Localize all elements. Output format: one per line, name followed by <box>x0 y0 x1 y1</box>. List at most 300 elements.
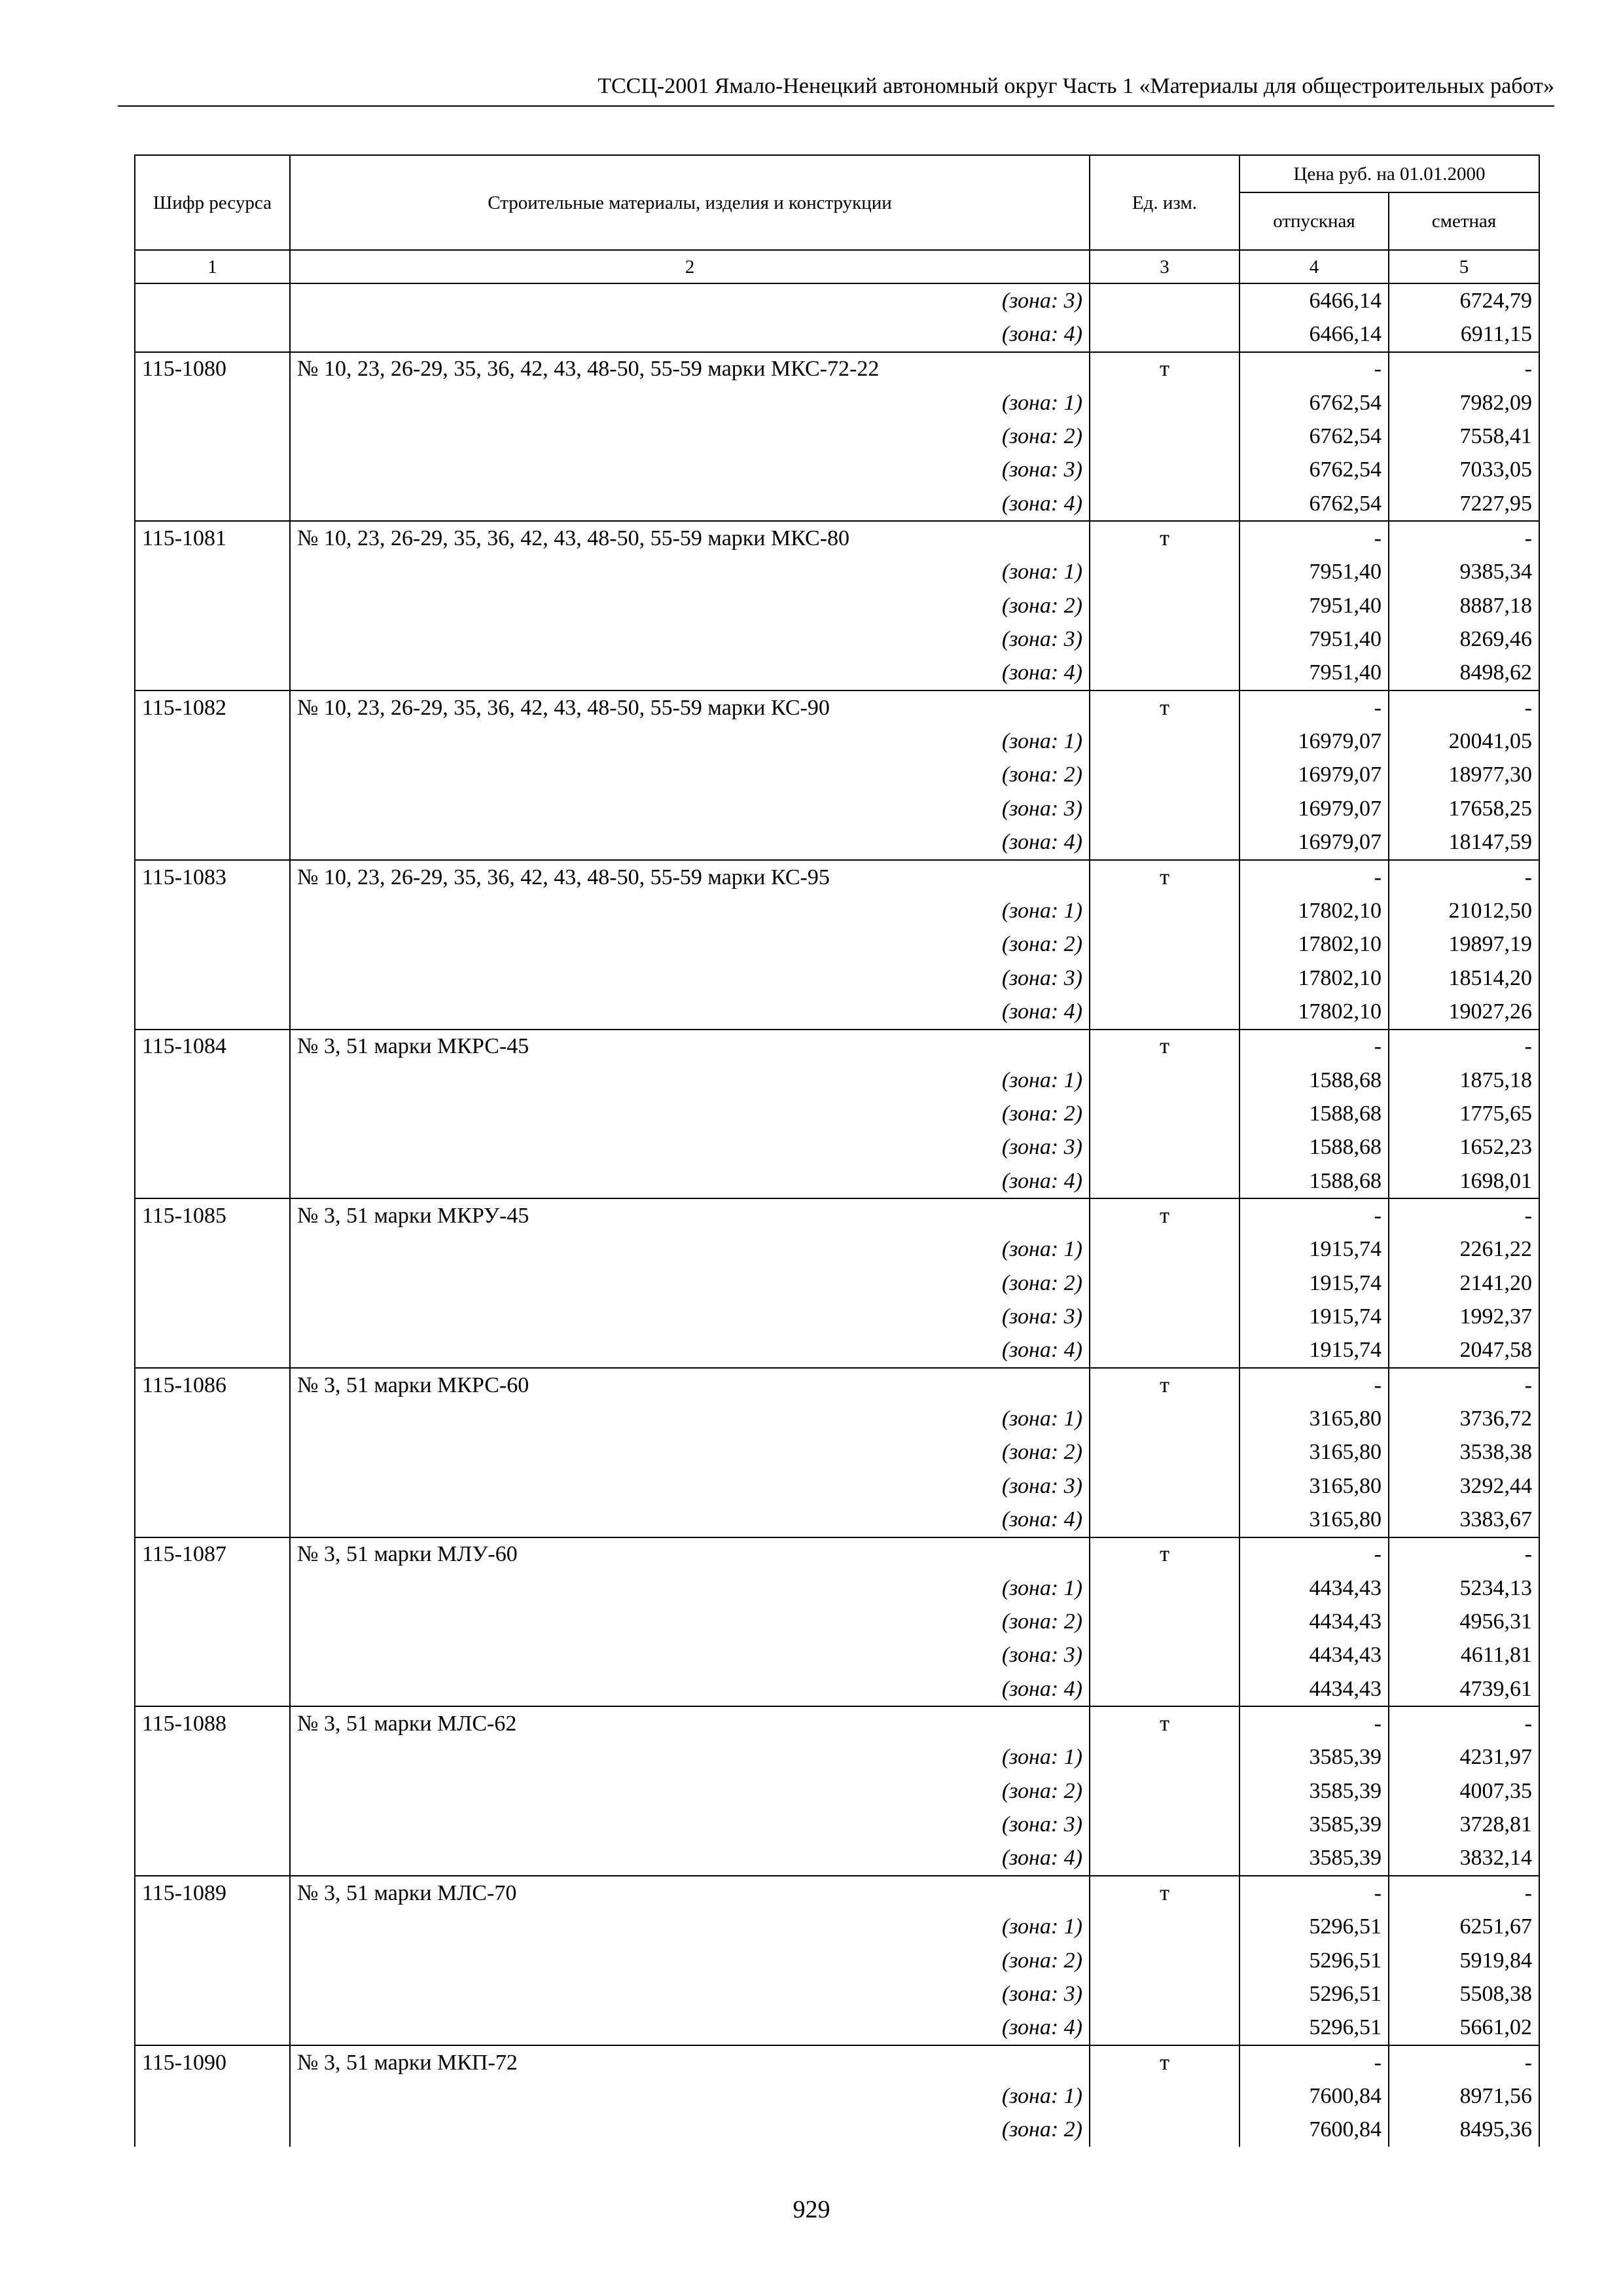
zone-label-cell: (зона: 1) <box>290 1402 1090 1435</box>
release-price-cell: - <box>1240 1876 1389 1910</box>
table-row <box>135 894 1539 927</box>
estimate-price-cell: - <box>1389 352 1539 386</box>
table-row <box>135 792 1539 825</box>
table-row <box>135 454 1539 487</box>
estimate-price-cell: 5234,13 <box>1389 1571 1539 1605</box>
material-name-cell: № 3, 51 марки МЛУ-60 <box>290 1537 1090 1571</box>
resource-code-cell <box>135 1741 290 1774</box>
table-row <box>135 691 1539 725</box>
table-row <box>135 1300 1539 1333</box>
unit-cell <box>1090 1741 1240 1774</box>
estimate-price-cell: 19027,26 <box>1389 995 1539 1029</box>
zone-label-cell: (зона: 4) <box>290 1334 1090 1368</box>
table-row <box>135 2011 1539 2045</box>
unit-cell <box>1090 1503 1240 1537</box>
estimate-price-cell: 4739,61 <box>1389 1672 1539 1706</box>
zone-label-cell: (зона: 3) <box>290 454 1090 487</box>
table-row <box>135 1266 1539 1300</box>
estimate-price-cell: 21012,50 <box>1389 894 1539 927</box>
release-price-cell: - <box>1240 1706 1389 1740</box>
release-price-cell: 1915,74 <box>1240 1334 1389 1368</box>
zone-label-cell: (зона: 1) <box>290 386 1090 420</box>
resource-code-cell <box>135 1910 290 1944</box>
release-price-cell: 7951,40 <box>1240 589 1389 622</box>
zone-label-cell: (зона: 1) <box>290 1233 1090 1266</box>
zone-label-cell: (зона: 3) <box>290 1808 1090 1841</box>
table-row <box>135 1131 1539 1164</box>
material-name-cell: № 3, 51 марки МКП-72 <box>290 2045 1090 2079</box>
resource-code-cell <box>135 1164 290 1198</box>
table-row <box>135 1537 1539 1571</box>
unit-cell <box>1090 1977 1240 2011</box>
column-number: 5 <box>1389 250 1539 283</box>
release-price-cell: 6466,14 <box>1240 283 1389 317</box>
unit-cell <box>1090 1571 1240 1605</box>
estimate-price-cell: 7558,41 <box>1389 420 1539 453</box>
zone-label-cell: (зона: 4) <box>290 2011 1090 2045</box>
zone-label-cell: (зона: 2) <box>290 1266 1090 1300</box>
unit-cell <box>1090 894 1240 927</box>
resource-code-cell <box>135 317 290 351</box>
unit-cell <box>1090 487 1240 521</box>
estimate-price-cell: 1698,01 <box>1389 1164 1539 1198</box>
column-header-estimate-price: сметная <box>1389 192 1539 250</box>
table-row <box>135 1064 1539 1097</box>
resource-code-cell <box>135 1402 290 1435</box>
estimate-price-cell: 2047,58 <box>1389 1334 1539 1368</box>
unit-cell <box>1090 454 1240 487</box>
release-price-cell: 1915,74 <box>1240 1266 1389 1300</box>
resource-code-cell <box>135 894 290 927</box>
zone-label-cell: (зона: 1) <box>290 2079 1090 2113</box>
zone-label-cell: (зона: 4) <box>290 487 1090 521</box>
unit-cell <box>1090 1469 1240 1503</box>
unit-cell: т <box>1090 691 1240 725</box>
unit-cell: т <box>1090 1876 1240 1910</box>
estimate-price-cell: - <box>1389 1706 1539 1740</box>
estimate-price-cell: - <box>1389 1030 1539 1064</box>
unit-cell <box>1090 1808 1240 1841</box>
unit-cell <box>1090 961 1240 995</box>
release-price-cell: 6762,54 <box>1240 454 1389 487</box>
resource-code-cell <box>135 1064 290 1097</box>
estimate-price-cell: 2141,20 <box>1389 1266 1539 1300</box>
zone-label-cell: (зона: 2) <box>290 420 1090 453</box>
resource-code-cell <box>135 1944 290 1977</box>
estimate-price-cell: 17658,25 <box>1389 792 1539 825</box>
estimate-price-cell: 19897,19 <box>1389 928 1539 961</box>
unit-cell <box>1090 589 1240 622</box>
estimate-price-cell: 18147,59 <box>1389 826 1539 860</box>
unit-cell <box>1090 2079 1240 2113</box>
unit-cell <box>1090 1233 1240 1266</box>
resource-code-cell <box>135 1774 290 1808</box>
unit-cell <box>1090 792 1240 825</box>
table-row <box>135 1808 1539 1841</box>
unit-cell <box>1090 1910 1240 1944</box>
table-row <box>135 1977 1539 2011</box>
table-row <box>135 420 1539 453</box>
unit-cell: т <box>1090 1537 1240 1571</box>
estimate-price-cell: 3736,72 <box>1389 1402 1539 1435</box>
zone-label-cell: (зона: 4) <box>290 1672 1090 1706</box>
zone-label-cell: (зона: 3) <box>290 961 1090 995</box>
estimate-price-cell: 5919,84 <box>1389 1944 1539 1977</box>
resource-code-cell <box>135 1097 290 1130</box>
column-header-unit: Ед. изм. <box>1090 155 1240 250</box>
unit-cell <box>1090 1402 1240 1435</box>
zone-label-cell: (зона: 4) <box>290 1503 1090 1537</box>
table-row <box>135 487 1539 521</box>
release-price-cell: 3585,39 <box>1240 1842 1389 1876</box>
column-number: 4 <box>1240 250 1389 283</box>
table-row <box>135 961 1539 995</box>
resource-code-cell <box>135 1672 290 1706</box>
unit-cell <box>1090 1334 1240 1368</box>
release-price-cell: - <box>1240 1537 1389 1571</box>
table-row <box>135 556 1539 589</box>
unit-cell <box>1090 1605 1240 1638</box>
resource-code-cell <box>135 961 290 995</box>
unit-cell <box>1090 2113 1240 2147</box>
table-row <box>135 1198 1539 1232</box>
zone-label-cell: (зона: 1) <box>290 1910 1090 1944</box>
estimate-price-cell: 1992,37 <box>1389 1300 1539 1333</box>
table-row <box>135 1706 1539 1740</box>
unit-cell <box>1090 759 1240 792</box>
zone-label-cell: (зона: 4) <box>290 317 1090 351</box>
resource-code-cell <box>135 386 290 420</box>
release-price-cell: 6762,54 <box>1240 386 1389 420</box>
column-header-code: Шифр ресурса <box>135 155 290 250</box>
table-row <box>135 283 1539 317</box>
unit-cell: т <box>1090 860 1240 894</box>
table-row <box>135 1672 1539 1706</box>
unit-cell <box>1090 1639 1240 1672</box>
table-row <box>135 1571 1539 1605</box>
resource-code-cell: 115-1080 <box>135 352 290 386</box>
table-row <box>135 2079 1539 2113</box>
release-price-cell: 3585,39 <box>1240 1774 1389 1808</box>
table-row <box>135 317 1539 351</box>
table-row <box>135 1469 1539 1503</box>
estimate-price-cell: - <box>1389 1876 1539 1910</box>
release-price-cell: 3585,39 <box>1240 1741 1389 1774</box>
release-price-cell: 5296,51 <box>1240 1977 1389 2011</box>
unit-cell: т <box>1090 1030 1240 1064</box>
estimate-price-cell: - <box>1389 1537 1539 1571</box>
resource-code-cell: 115-1085 <box>135 1198 290 1232</box>
unit-cell <box>1090 1436 1240 1469</box>
unit-cell <box>1090 317 1240 351</box>
table-row <box>135 2113 1539 2147</box>
resource-code-cell <box>135 2079 290 2113</box>
zone-label-cell: (зона: 2) <box>290 759 1090 792</box>
resource-code-cell: 115-1083 <box>135 860 290 894</box>
unit-cell <box>1090 1672 1240 1706</box>
release-price-cell: 1588,68 <box>1240 1097 1389 1130</box>
unit-cell <box>1090 826 1240 860</box>
table-row <box>135 1030 1539 1064</box>
release-price-cell: 5296,51 <box>1240 1944 1389 1977</box>
resource-code-cell <box>135 1842 290 1876</box>
resource-code-cell <box>135 725 290 758</box>
resource-code-cell: 115-1087 <box>135 1537 290 1571</box>
zone-label-cell: (зона: 4) <box>290 995 1090 1029</box>
resource-code-cell <box>135 1436 290 1469</box>
release-price-cell: 3165,80 <box>1240 1402 1389 1435</box>
unit-cell <box>1090 1842 1240 1876</box>
release-price-cell: 7600,84 <box>1240 2079 1389 2113</box>
column-number: 1 <box>135 250 290 283</box>
unit-cell <box>1090 420 1240 453</box>
resource-code-cell: 115-1088 <box>135 1706 290 1740</box>
zone-label-cell: (зона: 3) <box>290 1469 1090 1503</box>
release-price-cell: 6762,54 <box>1240 420 1389 453</box>
estimate-price-cell: 18514,20 <box>1389 961 1539 995</box>
resource-code-cell <box>135 1503 290 1537</box>
estimate-price-cell: 8498,62 <box>1389 656 1539 691</box>
resource-code-cell <box>135 826 290 860</box>
unit-cell: т <box>1090 1368 1240 1402</box>
zone-label-cell: (зона: 1) <box>290 556 1090 589</box>
zone-label-cell: (зона: 3) <box>290 1300 1090 1333</box>
release-price-cell: 3165,80 <box>1240 1469 1389 1503</box>
estimate-price-cell: 4956,31 <box>1389 1605 1539 1638</box>
estimate-price-cell: 6911,15 <box>1389 317 1539 351</box>
estimate-price-cell: 1875,18 <box>1389 1064 1539 1097</box>
resource-code-cell: 115-1082 <box>135 691 290 725</box>
resource-code-cell: 115-1084 <box>135 1030 290 1064</box>
table-row <box>135 1164 1539 1198</box>
resource-code-cell <box>135 1977 290 2011</box>
unit-cell <box>1090 1097 1240 1130</box>
table-row <box>135 1402 1539 1435</box>
estimate-price-cell: 4611,81 <box>1389 1639 1539 1672</box>
release-price-cell: 1588,68 <box>1240 1131 1389 1164</box>
release-price-cell: 7600,84 <box>1240 2113 1389 2147</box>
column-header-release-price: отпускная <box>1240 192 1389 250</box>
release-price-cell: 1588,68 <box>1240 1164 1389 1198</box>
table-row <box>135 759 1539 792</box>
resource-code-cell <box>135 1605 290 1638</box>
table-row <box>135 1334 1539 1368</box>
table-row <box>135 521 1539 555</box>
table-row <box>135 826 1539 860</box>
release-price-cell: - <box>1240 1198 1389 1232</box>
resource-code-cell: 115-1089 <box>135 1876 290 1910</box>
resource-code-cell <box>135 1233 290 1266</box>
resource-code-cell <box>135 759 290 792</box>
release-price-cell: 7951,40 <box>1240 556 1389 589</box>
estimate-price-cell: 1652,23 <box>1389 1131 1539 1164</box>
zone-label-cell: (зона: 4) <box>290 656 1090 691</box>
zone-label-cell: (зона: 2) <box>290 589 1090 622</box>
resource-code-cell <box>135 1639 290 1672</box>
table-row <box>135 1436 1539 1469</box>
estimate-price-cell: 3383,67 <box>1389 1503 1539 1537</box>
estimate-price-cell: 4231,97 <box>1389 1741 1539 1774</box>
release-price-cell: 6762,54 <box>1240 487 1389 521</box>
zone-label-cell: (зона: 2) <box>290 1944 1090 1977</box>
unit-cell <box>1090 656 1240 691</box>
header-rule <box>118 105 1554 107</box>
unit-cell <box>1090 1164 1240 1198</box>
zone-label-cell: (зона: 1) <box>290 1064 1090 1097</box>
table-row <box>135 1944 1539 1977</box>
column-number: 2 <box>290 250 1090 283</box>
resource-code-cell <box>135 2113 290 2147</box>
resource-code-cell: 115-1086 <box>135 1368 290 1402</box>
table-row <box>135 1842 1539 1876</box>
resource-code-cell <box>135 1469 290 1503</box>
table-row <box>135 589 1539 622</box>
zone-label-cell: (зона: 2) <box>290 2113 1090 2147</box>
unit-cell <box>1090 2011 1240 2045</box>
resource-code-cell <box>135 2011 290 2045</box>
estimate-price-cell: 20041,05 <box>1389 725 1539 758</box>
resource-code-cell: 115-1090 <box>135 2045 290 2079</box>
release-price-cell: 1915,74 <box>1240 1233 1389 1266</box>
estimate-price-cell: 4007,35 <box>1389 1774 1539 1808</box>
material-name-cell: № 10, 23, 26-29, 35, 36, 42, 43, 48-50, 55-59 марки МКС-80 <box>290 521 1090 555</box>
resource-code-cell <box>135 487 290 521</box>
zone-label-cell: (зона: 3) <box>290 1131 1090 1164</box>
release-price-cell: 3585,39 <box>1240 1808 1389 1841</box>
estimate-price-cell: 7227,95 <box>1389 487 1539 521</box>
release-price-cell: 7951,40 <box>1240 656 1389 691</box>
column-header-price-group: Цена руб. на 01.01.2000 <box>1240 155 1539 192</box>
zone-label-cell: (зона: 2) <box>290 1774 1090 1808</box>
unit-cell <box>1090 1131 1240 1164</box>
estimate-price-cell: 3728,81 <box>1389 1808 1539 1841</box>
estimate-price-cell: 7033,05 <box>1389 454 1539 487</box>
release-price-cell: 17802,10 <box>1240 961 1389 995</box>
estimate-price-cell: 8971,56 <box>1389 2079 1539 2113</box>
table-row <box>135 928 1539 961</box>
release-price-cell: - <box>1240 2045 1389 2079</box>
material-name-cell: № 3, 51 марки МКРС-60 <box>290 1368 1090 1402</box>
release-price-cell: 4434,43 <box>1240 1605 1389 1638</box>
zone-label-cell: (зона: 4) <box>290 1842 1090 1876</box>
unit-cell <box>1090 1266 1240 1300</box>
material-name-cell: № 3, 51 марки МКРС-45 <box>290 1030 1090 1064</box>
unit-cell: т <box>1090 2045 1240 2079</box>
unit-cell <box>1090 1300 1240 1333</box>
material-name-cell: № 10, 23, 26-29, 35, 36, 42, 43, 48-50, 55-59 марки КС-95 <box>290 860 1090 894</box>
table-row <box>135 1639 1539 1672</box>
column-header-name: Строительные материалы, изделия и конструкции <box>290 155 1090 250</box>
table-row <box>135 1368 1539 1402</box>
release-price-cell: 17802,10 <box>1240 995 1389 1029</box>
zone-label-cell: (зона: 4) <box>290 826 1090 860</box>
resource-code-cell <box>135 1334 290 1368</box>
table-row <box>135 622 1539 656</box>
resource-code-cell <box>135 556 290 589</box>
release-price-cell: 4434,43 <box>1240 1639 1389 1672</box>
estimate-price-cell: 1775,65 <box>1389 1097 1539 1130</box>
estimate-price-cell: - <box>1389 860 1539 894</box>
zone-label-cell: (зона: 2) <box>290 1605 1090 1638</box>
release-price-cell: 5296,51 <box>1240 1910 1389 1944</box>
resource-code-cell: 115-1081 <box>135 521 290 555</box>
zone-label-cell: (зона: 4) <box>290 1164 1090 1198</box>
zone-label-cell: (зона: 3) <box>290 792 1090 825</box>
release-price-cell: 17802,10 <box>1240 928 1389 961</box>
release-price-cell: 4434,43 <box>1240 1571 1389 1605</box>
estimate-price-cell: - <box>1389 1198 1539 1232</box>
estimate-price-cell: - <box>1389 2045 1539 2079</box>
estimate-price-cell: 9385,34 <box>1389 556 1539 589</box>
zone-label-cell: (зона: 1) <box>290 725 1090 758</box>
release-price-cell: 16979,07 <box>1240 759 1389 792</box>
unit-cell: т <box>1090 1198 1240 1232</box>
material-name-cell: № 10, 23, 26-29, 35, 36, 42, 43, 48-50, 55-59 марки МКС-72-22 <box>290 352 1090 386</box>
estimate-price-cell: 8887,18 <box>1389 589 1539 622</box>
estimate-price-cell: 5508,38 <box>1389 1977 1539 2011</box>
unit-cell <box>1090 386 1240 420</box>
table-row <box>135 1876 1539 1910</box>
price-table <box>134 154 1540 2147</box>
resource-code-cell <box>135 792 290 825</box>
unit-cell: т <box>1090 521 1240 555</box>
release-price-cell: 17802,10 <box>1240 894 1389 927</box>
release-price-cell: - <box>1240 1030 1389 1064</box>
unit-cell <box>1090 283 1240 317</box>
zone-label-cell: (зона: 2) <box>290 1097 1090 1130</box>
column-number: 3 <box>1090 250 1240 283</box>
estimate-price-cell: - <box>1389 521 1539 555</box>
release-price-cell: 6466,14 <box>1240 317 1389 351</box>
estimate-price-cell: - <box>1389 1368 1539 1402</box>
unit-cell <box>1090 1774 1240 1808</box>
resource-code-cell <box>135 1300 290 1333</box>
unit-cell <box>1090 928 1240 961</box>
table-row <box>135 860 1539 894</box>
release-price-cell: 1915,74 <box>1240 1300 1389 1333</box>
estimate-price-cell: - <box>1389 691 1539 725</box>
estimate-price-cell: 6724,79 <box>1389 283 1539 317</box>
estimate-price-cell: 8495,36 <box>1389 2113 1539 2147</box>
table-row <box>135 995 1539 1029</box>
release-price-cell: - <box>1240 691 1389 725</box>
table-row <box>135 1605 1539 1638</box>
zone-label-cell: (зона: 3) <box>290 622 1090 656</box>
zone-label-cell: (зона: 1) <box>290 1741 1090 1774</box>
estimate-price-cell: 7982,09 <box>1389 386 1539 420</box>
resource-code-cell <box>135 1571 290 1605</box>
unit-cell <box>1090 995 1240 1029</box>
release-price-cell: 16979,07 <box>1240 725 1389 758</box>
running-header: ТССЦ-2001 Ямало-Ненецкий автономный округ Часть 1 «Материалы для общестроительных работ» <box>597 74 1554 98</box>
release-price-cell: 4434,43 <box>1240 1672 1389 1706</box>
unit-cell <box>1090 622 1240 656</box>
resource-code-cell <box>135 1266 290 1300</box>
unit-cell <box>1090 1944 1240 1977</box>
release-price-cell: - <box>1240 860 1389 894</box>
resource-code-cell <box>135 928 290 961</box>
material-name-cell: № 3, 51 марки МЛС-62 <box>290 1706 1090 1740</box>
estimate-price-cell: 5661,02 <box>1389 2011 1539 2045</box>
zone-label-cell: (зона: 2) <box>290 1436 1090 1469</box>
unit-cell <box>1090 556 1240 589</box>
table-row <box>135 725 1539 758</box>
resource-code-cell <box>135 622 290 656</box>
release-price-cell: 7951,40 <box>1240 622 1389 656</box>
table-row <box>135 1910 1539 1944</box>
estimate-price-cell: 2261,22 <box>1389 1233 1539 1266</box>
table-row <box>135 352 1539 386</box>
